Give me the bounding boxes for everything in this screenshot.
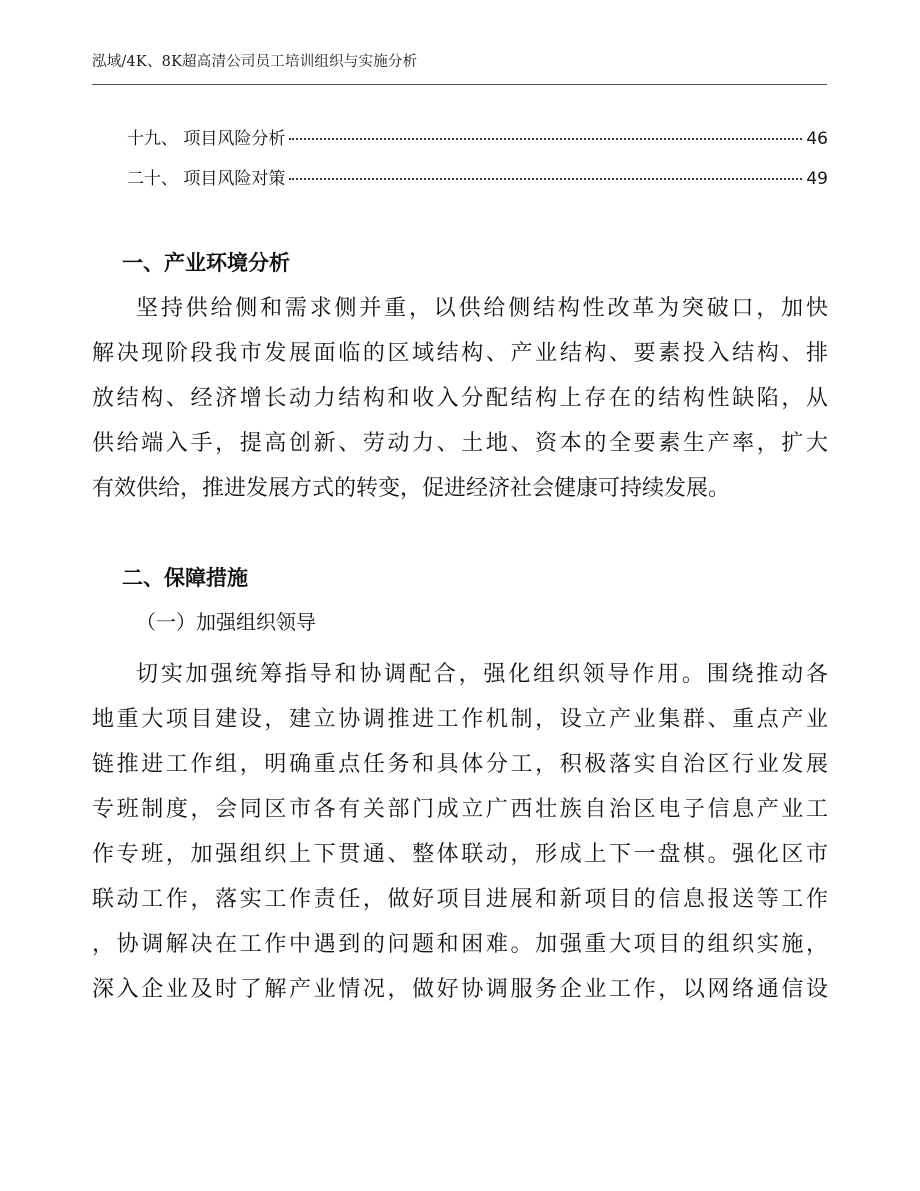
paragraph-line: 地重大项目建设，建立协调推进工作机制，设立产业集群、重点产业 <box>92 707 828 732</box>
section-paragraph <box>92 652 828 1012</box>
paragraph-line: 供给端入手，提高创新、劳动力、土地、资本的全要素生产率，扩大 <box>92 431 828 456</box>
header-rule <box>92 84 827 85</box>
section-heading: 一、产业环境分析 <box>122 251 290 275</box>
section-heading: 二、保障措施 <box>122 566 248 590</box>
paragraph-line: 有效供给，推进发展方式的转变，促进经济社会健康可持续发展。 <box>92 476 731 501</box>
section-paragraph <box>92 286 828 511</box>
toc-dot-leader <box>289 178 802 180</box>
toc-entry-label: 十九、 项目风险分析 <box>127 129 286 149</box>
paragraph-line: 链推进工作组，明确重点任务和具体分工，积极落实自治区行业发展 <box>92 752 828 777</box>
paragraph-line: ，协调解决在工作中遇到的问题和困难。加强重大项目的组织实施， <box>92 932 828 957</box>
subsection-heading: （一）加强组织领导 <box>136 610 316 634</box>
paragraph-line: 作专班，加强组织上下贯通、整体联动，形成上下一盘棋。强化区市 <box>92 842 828 867</box>
running-header: 泓域/4K、8K超高清公司员工培训组织与实施分析 <box>92 54 418 70</box>
toc-entry[interactable] <box>127 164 828 189</box>
paragraph-line: 联动工作，落实工作责任，做好项目进展和新项目的信息报送等工作 <box>92 887 828 912</box>
toc-page-number: 46 <box>806 129 828 149</box>
toc-entry[interactable] <box>127 124 828 149</box>
paragraph-line: 专班制度，会同区市各有关部门成立广西壮族自治区电子信息产业工 <box>92 797 828 822</box>
paragraph-line: 深入企业及时了解产业情况，做好协调服务企业工作，以网络通信设 <box>92 977 828 1002</box>
paragraph-line: 切实加强统筹指导和协调配合，强化组织领导作用。围绕推动各 <box>136 662 828 687</box>
toc-dot-leader <box>289 138 802 140</box>
paragraph-line: 坚持供给侧和需求侧并重，以供给侧结构性改革为突破口，加快 <box>136 296 828 321</box>
toc-entry-label: 二十、 项目风险对策 <box>127 169 286 189</box>
toc-page-number: 49 <box>806 169 828 189</box>
paragraph-line: 放结构、经济增长动力结构和收入分配结构上存在的结构性缺陷，从 <box>92 386 828 411</box>
paragraph-line: 解决现阶段我市发展面临的区域结构、产业结构、要素投入结构、排 <box>92 341 828 366</box>
